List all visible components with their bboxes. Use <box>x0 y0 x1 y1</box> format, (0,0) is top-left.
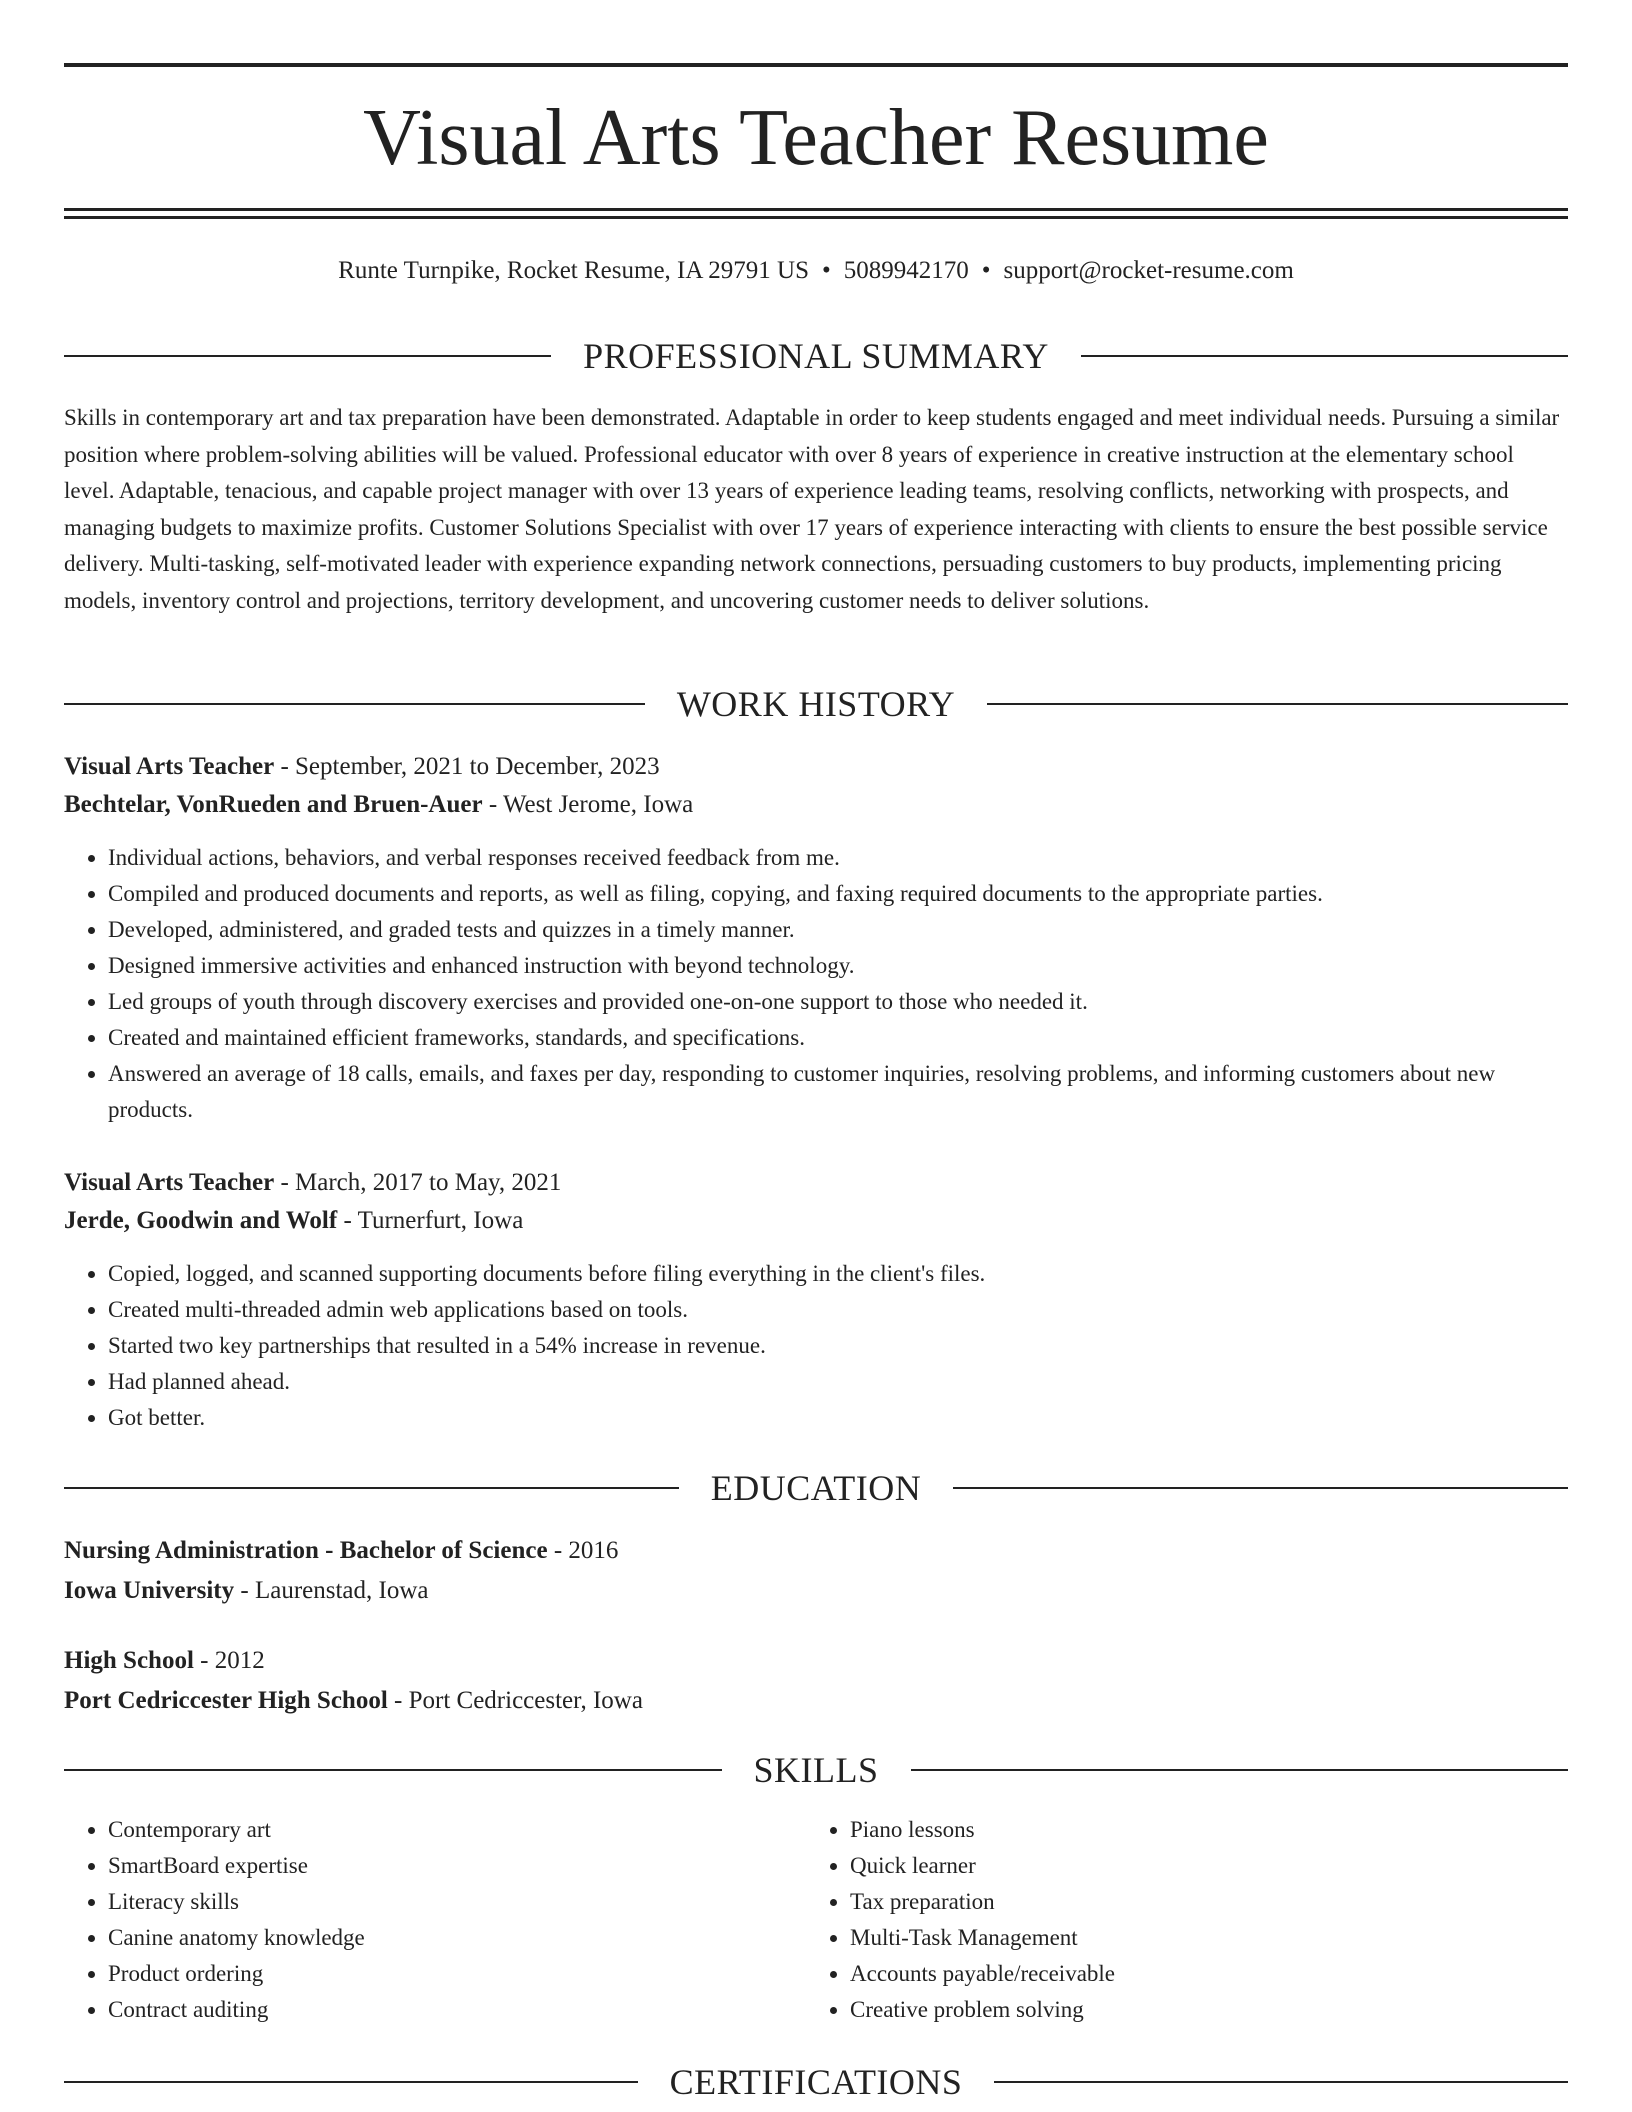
job-location: - Turnerfurt, Iowa <box>337 1207 524 1234</box>
education-degree: Nursing Administration - Bachelor of Science <box>64 1537 548 1564</box>
education-year: - 2016 <box>547 1537 619 1564</box>
section-heading-certifications <box>64 2060 1568 2104</box>
heading-rule <box>64 1487 679 1489</box>
list-item: • Led groups of youth through discovery exercises and provided one-on-one support to those who needed it. <box>108 984 1568 1020</box>
list-item: • Designed immersive activities and enhanced instruction with beyond technology. <box>108 948 1568 984</box>
skill-item: • Contemporary art <box>108 1812 1568 1848</box>
section-heading-summary <box>64 334 1568 378</box>
section-label: SKILLS <box>753 1750 879 1790</box>
section-heading-education <box>64 1466 1568 1510</box>
heading-rule <box>64 1769 722 1771</box>
job-company-line <box>64 786 1568 824</box>
education-degree-line <box>64 1642 1568 1680</box>
list-item: • Created and maintained efficient frameworks, standards, and specifications. <box>108 1020 1568 1056</box>
list-item: • Developed, administered, and graded tests and quizzes in a timely manner. <box>108 912 1568 948</box>
job-bullet-list <box>64 1256 1568 1436</box>
section-label: CERTIFICATIONS <box>669 2062 963 2102</box>
contact-phone: 5089942170 <box>843 257 969 284</box>
section-heading-work-history <box>64 682 1568 726</box>
contact-address: Runte Turnpike, Rocket Resume, IA 29791 US <box>338 257 809 284</box>
job-location: - West Jerome, Iowa <box>482 791 694 818</box>
skill-item: • Product ordering <box>108 1956 1568 1992</box>
job-dates: - March, 2017 to May, 2021 <box>274 1169 562 1196</box>
list-item: • Had planned ahead. <box>108 1364 1568 1400</box>
job-bullet-list <box>64 840 1568 1128</box>
title-rule-lower <box>64 216 1568 219</box>
list-item: • Answered an average of 18 calls, emails, and faxes per day, responding to customer inquiries, resolving problems, and informing customers about new products. <box>108 1056 1568 1128</box>
heading-rule <box>64 2081 638 2083</box>
education-year: - 2012 <box>193 1647 265 1674</box>
education-degree-line <box>64 1532 1568 1570</box>
skill-item: • Accounts payable/receivable <box>850 1956 1632 1992</box>
list-item: • Got better. <box>108 1400 1568 1436</box>
skill-item: • Creative problem solving <box>850 1992 1632 2028</box>
education-location: - Port Cedriccester, Iowa <box>387 1687 643 1714</box>
job-title-line <box>64 748 1568 786</box>
list-item: • Compiled and produced documents and reports, as well as filing, copying, and faxing required documents to the appropriate parties. <box>108 876 1568 912</box>
heading-rule <box>64 355 551 357</box>
education-school-line <box>64 1572 1568 1610</box>
education-degree: High School <box>64 1647 194 1674</box>
title-rule-upper <box>64 208 1568 211</box>
list-item: • Individual actions, behaviors, and verbal responses received feedback from me. <box>108 840 1568 876</box>
contact-separator: • <box>822 257 831 284</box>
skill-item: • Contract auditing <box>108 1992 1568 2028</box>
list-item: • Created multi-threaded admin web applications based on tools. <box>108 1292 1568 1328</box>
heading-rule <box>64 703 645 705</box>
heading-rule <box>1081 355 1568 357</box>
heading-rule <box>994 2081 1568 2083</box>
job-dates: - September, 2021 to December, 2023 <box>274 753 660 780</box>
skill-item: • Quick learner <box>850 1848 1632 1884</box>
heading-rule <box>911 1769 1569 1771</box>
list-item: • Started two key partnerships that resulted in a 54% increase in revenue. <box>108 1328 1568 1364</box>
summary-paragraph: Skills in contemporary art and tax preparation have been demonstrated. Adaptable in order to keep students engaged and meet individual needs. Pursuing a similar position where problem-solving abilities will be valued. Professional educator with over 8 years of experience in creative instruction at the elementary school level. Adaptable, tenacious, and capable project manager with over 13 years of experience leading teams, resolving conflicts, networking with prospects, and managing budgets to maximize profits. Customer Solutions Specialist with over 17 years of experience interacting with clients to ensure the best possible service delivery. Multi-tasking, self-motivated leader with experience expanding network connections, persuading customers to buy products, implementing pricing models, inventory control and projections, territory development, and uncovering customer needs to deliver solutions. <box>64 405 1560 613</box>
contact-separator: • <box>981 257 991 284</box>
education-school: Iowa University <box>64 1577 235 1604</box>
contact-line <box>64 254 1568 288</box>
job-title-line <box>64 1164 1568 1202</box>
skills-list-right <box>806 1812 1632 2028</box>
section-heading-skills <box>64 1748 1568 1792</box>
job-title: Visual Arts Teacher <box>64 753 275 780</box>
education-location: - Laurenstad, Iowa <box>234 1577 429 1604</box>
skill-item: • Multi-Task Management <box>850 1920 1632 1956</box>
top-rule <box>64 63 1568 67</box>
education-school-line <box>64 1682 1568 1720</box>
list-item: • Copied, logged, and scanned supporting documents before filing everything in the client's files. <box>108 1256 1568 1292</box>
job-title: Visual Arts Teacher <box>64 1169 275 1196</box>
resume-title: Visual Arts Teacher Resume <box>363 94 1269 182</box>
education-school: Port Cedriccester High School <box>64 1687 388 1714</box>
job-company: Bechtelar, VonRueden and Bruen-Auer <box>64 791 483 818</box>
skill-item: • Tax preparation <box>850 1884 1632 1920</box>
section-label: PROFESSIONAL SUMMARY <box>583 336 1049 376</box>
job-company-line <box>64 1202 1568 1240</box>
skill-item: • Literacy skills <box>108 1884 1568 1920</box>
skill-item: • Piano lessons <box>850 1812 1632 1848</box>
skill-item: • Canine anatomy knowledge <box>108 1920 1568 1956</box>
skill-item: • SmartBoard expertise <box>108 1848 1568 1884</box>
heading-rule <box>987 703 1568 705</box>
section-label: WORK HISTORY <box>676 684 956 724</box>
heading-rule <box>953 1487 1568 1489</box>
job-company: Jerde, Goodwin and Wolf <box>64 1207 338 1234</box>
contact-email: support@rocket-resume.com <box>1003 257 1294 284</box>
section-label: EDUCATION <box>710 1468 922 1508</box>
